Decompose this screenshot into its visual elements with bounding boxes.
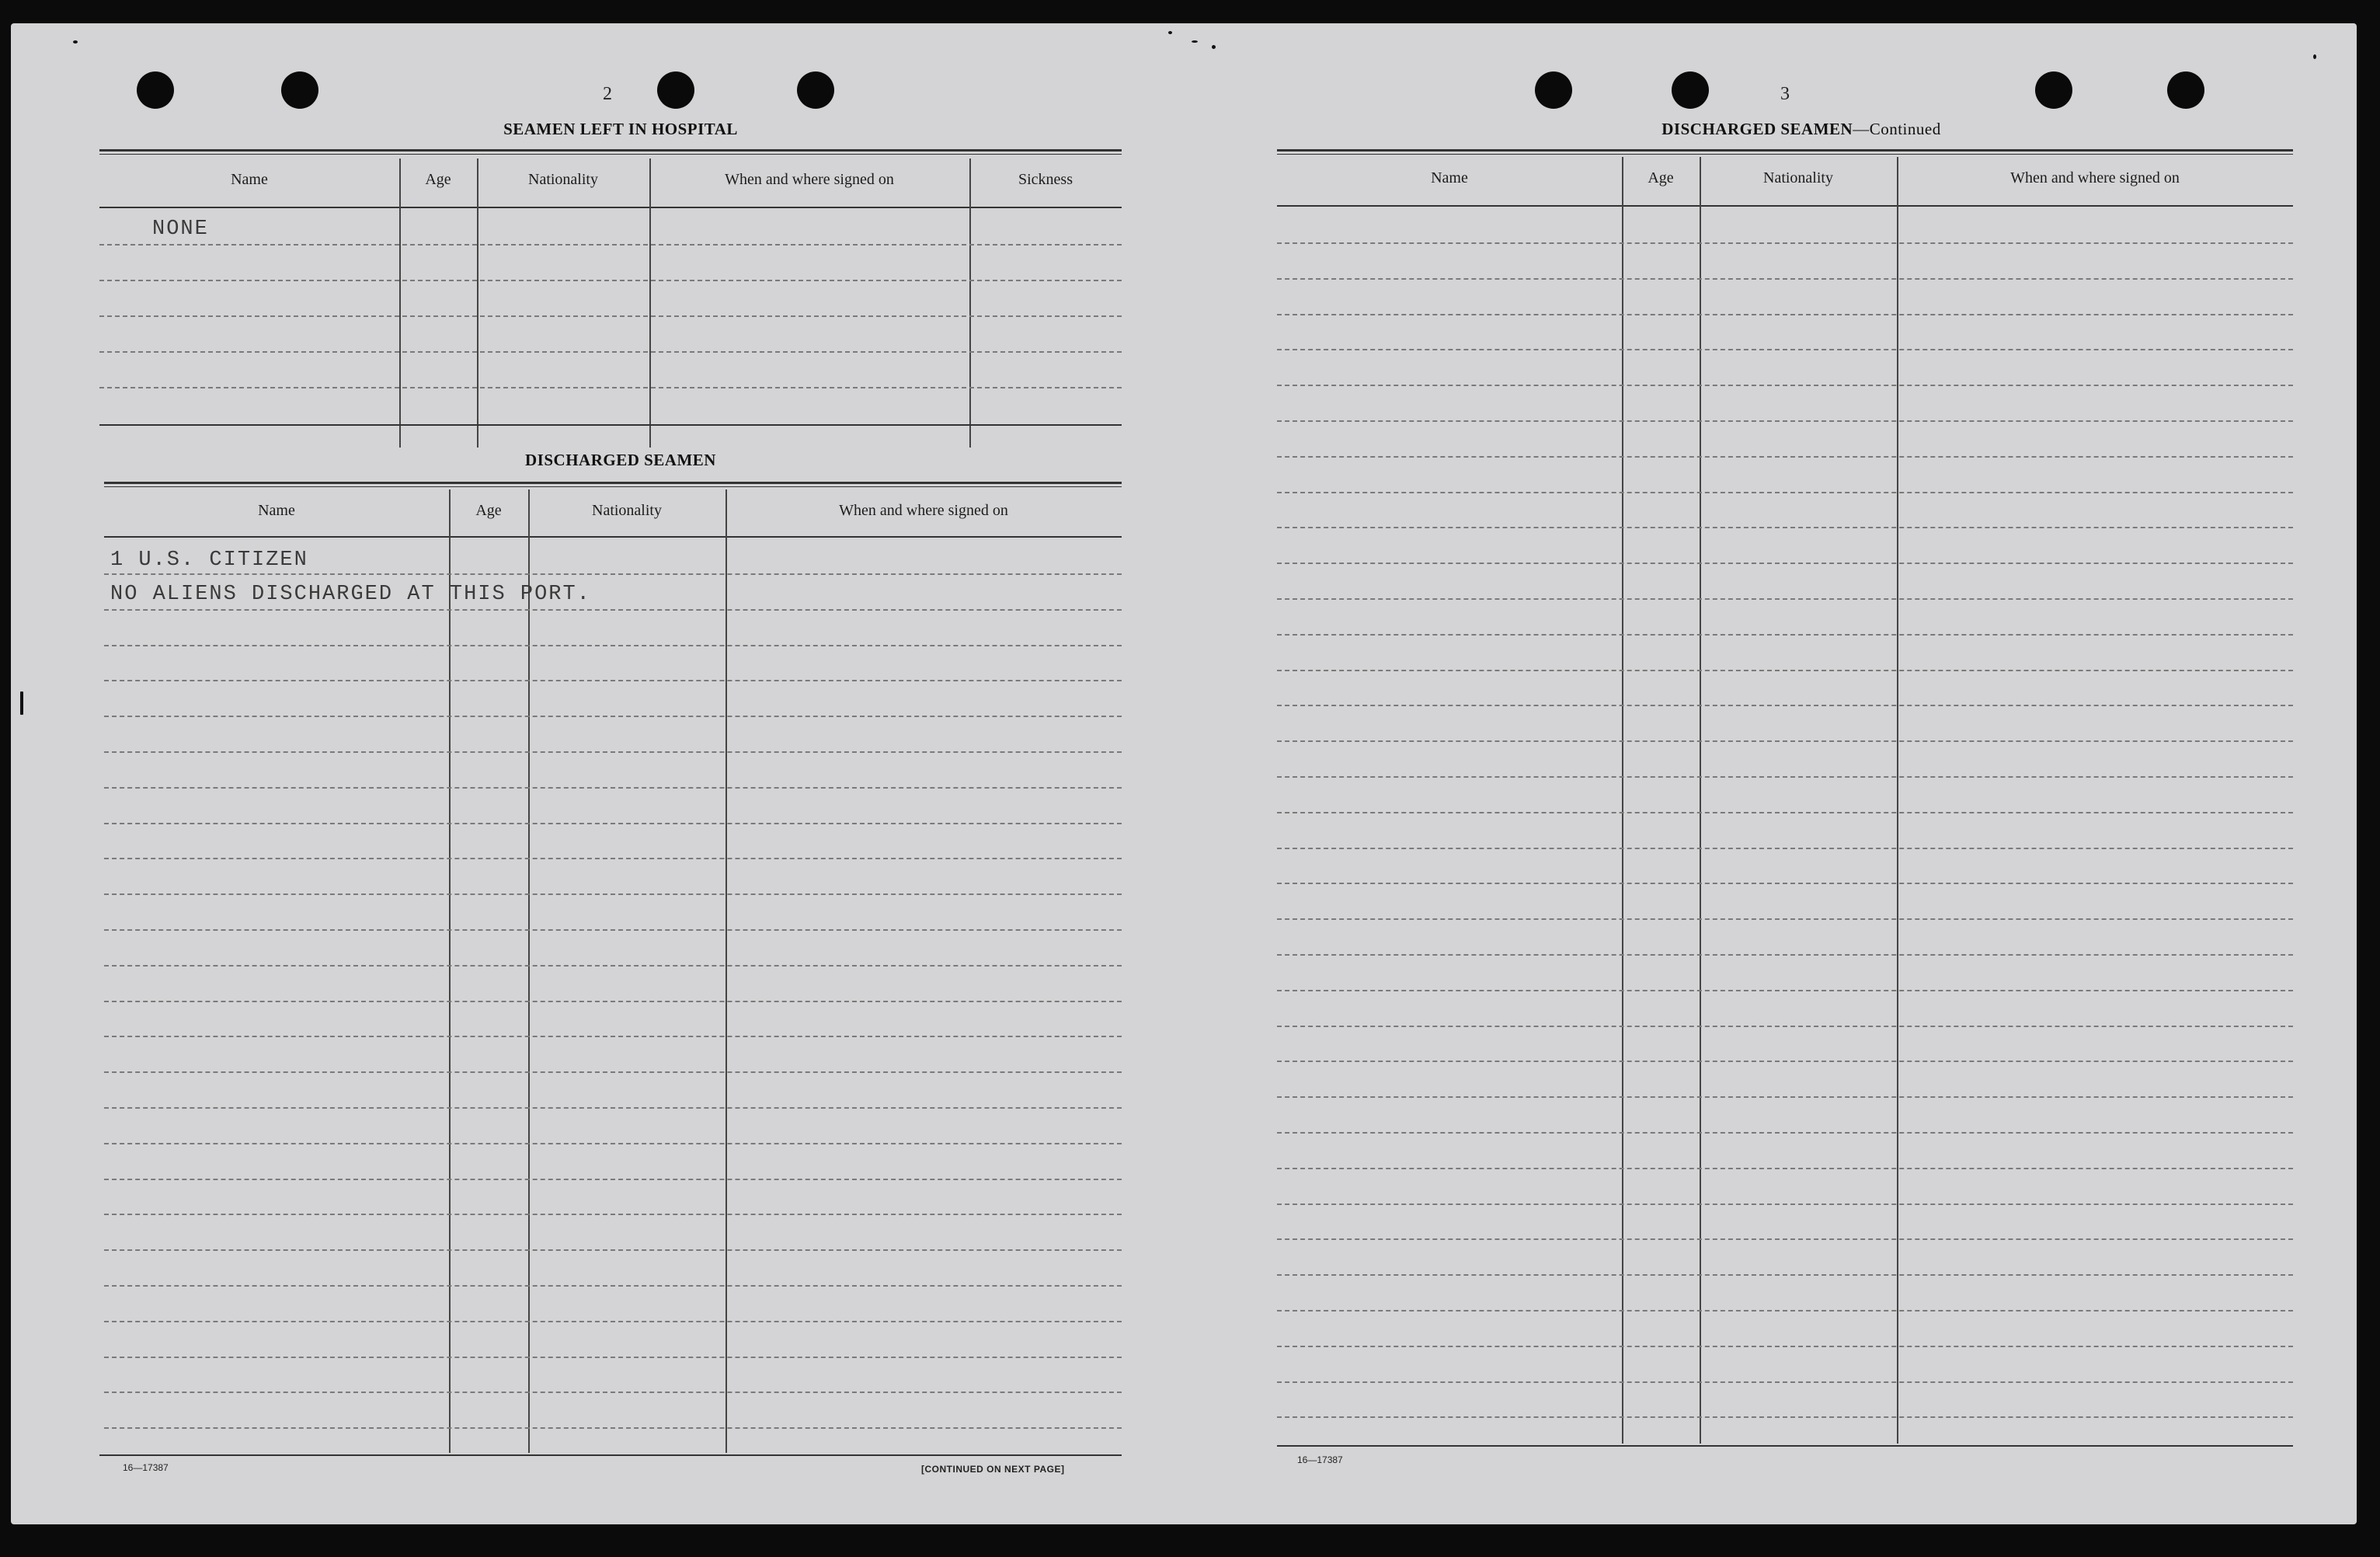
discharged-col-signed-on: When and where signed on bbox=[839, 502, 1008, 519]
table-row bbox=[104, 1001, 1122, 1002]
right-title-rule bbox=[1277, 149, 2293, 155]
table-row bbox=[1277, 527, 2293, 528]
hospital-col-name: Name bbox=[231, 171, 268, 188]
hospital-col-divider bbox=[399, 158, 401, 448]
punch-hole bbox=[137, 71, 174, 109]
table-row bbox=[104, 1107, 1122, 1109]
hospital-header-rule bbox=[99, 207, 1122, 208]
table-row bbox=[104, 1036, 1122, 1037]
discharged-bottom-rule bbox=[99, 1454, 1122, 1456]
table-row bbox=[1277, 242, 2293, 244]
hospital-bottom-rule bbox=[99, 424, 1122, 426]
ink-speck bbox=[1212, 45, 1216, 49]
table-row bbox=[104, 751, 1122, 753]
table-row bbox=[104, 645, 1122, 646]
discharged-col-name: Name bbox=[258, 502, 295, 519]
ink-speck bbox=[20, 691, 23, 715]
discharged-continued-title-main: DISCHARGED SEAMEN bbox=[1661, 120, 1853, 138]
discharged-col-divider bbox=[528, 489, 530, 1453]
discharged-col-divider bbox=[725, 489, 727, 1453]
table-row bbox=[104, 573, 1122, 575]
table-row bbox=[104, 1285, 1122, 1287]
right-col-age: Age bbox=[1648, 169, 1674, 186]
table-row bbox=[1277, 1381, 2293, 1383]
table-row bbox=[1277, 705, 2293, 706]
table-row bbox=[1277, 385, 2293, 386]
right-col-signed-on: When and where signed on bbox=[2010, 169, 2180, 186]
table-row bbox=[1277, 1061, 2293, 1062]
table-row bbox=[104, 1392, 1122, 1393]
table-row bbox=[1277, 563, 2293, 564]
table-row bbox=[104, 965, 1122, 967]
table-row bbox=[1277, 314, 2293, 315]
table-row bbox=[1277, 1168, 2293, 1169]
table-row bbox=[1277, 848, 2293, 849]
punch-hole bbox=[1672, 71, 1709, 109]
right-page bbox=[1192, 23, 2357, 1524]
punch-hole bbox=[2167, 71, 2204, 109]
table-row bbox=[1277, 1274, 2293, 1276]
ink-speck bbox=[2313, 54, 2316, 59]
table-row bbox=[104, 609, 1122, 611]
table-row bbox=[99, 387, 1122, 388]
discharged-col-age: Age bbox=[475, 502, 502, 519]
table-row bbox=[1277, 1238, 2293, 1240]
table-row bbox=[1277, 1026, 2293, 1027]
table-row bbox=[99, 280, 1122, 281]
table-row bbox=[104, 716, 1122, 717]
table-row bbox=[1277, 634, 2293, 636]
table-row bbox=[99, 351, 1122, 353]
table-row bbox=[1277, 1346, 2293, 1347]
discharged-col-divider bbox=[449, 489, 451, 1453]
table-row bbox=[99, 315, 1122, 317]
punch-hole bbox=[1535, 71, 1572, 109]
page-number: 2 bbox=[603, 84, 612, 104]
hospital-col-signed-on: When and where signed on bbox=[725, 171, 894, 188]
ink-speck bbox=[1192, 40, 1198, 43]
discharged-continued-title bbox=[1502, 120, 2100, 139]
hospital-col-nationality: Nationality bbox=[528, 171, 598, 188]
table-row bbox=[1277, 349, 2293, 350]
form-number: 16—17387 bbox=[1297, 1454, 1343, 1465]
continued-note: [CONTINUED ON NEXT PAGE] bbox=[921, 1464, 1065, 1475]
table-row bbox=[1277, 420, 2293, 422]
table-row bbox=[1277, 492, 2293, 493]
hospital-section-title: SEAMEN LEFT IN HOSPITAL bbox=[503, 120, 738, 138]
hospital-entry: NONE bbox=[152, 218, 209, 241]
page-number: 3 bbox=[1780, 84, 1790, 104]
table-row bbox=[1277, 1416, 2293, 1418]
punch-hole bbox=[797, 71, 834, 109]
table-row bbox=[1277, 776, 2293, 778]
ink-speck bbox=[73, 40, 78, 44]
hospital-col-divider bbox=[969, 158, 971, 448]
hospital-col-age: Age bbox=[425, 171, 451, 188]
table-row bbox=[104, 1179, 1122, 1180]
table-row bbox=[104, 1427, 1122, 1429]
hospital-title-rule bbox=[99, 149, 1122, 155]
table-row bbox=[1277, 1132, 2293, 1134]
table-row bbox=[1277, 278, 2293, 280]
right-bottom-rule bbox=[1277, 1445, 2293, 1447]
discharged-col-nationality: Nationality bbox=[592, 502, 662, 519]
table-row bbox=[104, 1214, 1122, 1215]
table-row bbox=[104, 1071, 1122, 1073]
discharged-title-rule bbox=[104, 482, 1122, 487]
table-row bbox=[99, 244, 1122, 246]
hospital-col-divider bbox=[477, 158, 478, 448]
table-row bbox=[1277, 812, 2293, 813]
table-row bbox=[1277, 456, 2293, 458]
punch-hole bbox=[281, 71, 318, 109]
table-row bbox=[1277, 1096, 2293, 1098]
table-row bbox=[1277, 740, 2293, 742]
punch-hole bbox=[657, 71, 694, 109]
right-col-nationality: Nationality bbox=[1763, 169, 1833, 186]
table-row bbox=[104, 787, 1122, 789]
left-page bbox=[11, 23, 1176, 1524]
table-row bbox=[104, 1143, 1122, 1144]
table-row bbox=[1277, 1203, 2293, 1205]
right-header-rule bbox=[1277, 205, 2293, 207]
hospital-col-sickness: Sickness bbox=[1018, 171, 1073, 188]
right-col-name: Name bbox=[1431, 169, 1468, 186]
continued-suffix: —Continued bbox=[1853, 120, 1941, 138]
table-row bbox=[1277, 918, 2293, 920]
punch-hole bbox=[2035, 71, 2072, 109]
table-row bbox=[1277, 598, 2293, 600]
discharged-entry: NO ALIENS DISCHARGED AT THIS PORT. bbox=[110, 583, 591, 606]
document-sheet bbox=[11, 23, 2357, 1524]
table-row bbox=[1277, 990, 2293, 991]
table-row bbox=[104, 929, 1122, 931]
table-row bbox=[1277, 670, 2293, 671]
table-row bbox=[104, 893, 1122, 895]
table-row bbox=[104, 858, 1122, 859]
form-number: 16—17387 bbox=[123, 1462, 169, 1473]
table-row bbox=[104, 680, 1122, 681]
discharged-entry: 1 U.S. CITIZEN bbox=[110, 549, 308, 572]
table-row bbox=[104, 823, 1122, 824]
table-row bbox=[1277, 1310, 2293, 1311]
discharged-header-rule bbox=[104, 536, 1122, 538]
table-row bbox=[1277, 954, 2293, 956]
ink-speck bbox=[1168, 31, 1172, 34]
discharged-section-title: DISCHARGED SEAMEN bbox=[525, 451, 716, 469]
table-row bbox=[1277, 883, 2293, 884]
table-row bbox=[104, 1357, 1122, 1358]
table-row bbox=[104, 1321, 1122, 1322]
hospital-col-divider bbox=[649, 158, 651, 448]
table-row bbox=[104, 1249, 1122, 1251]
